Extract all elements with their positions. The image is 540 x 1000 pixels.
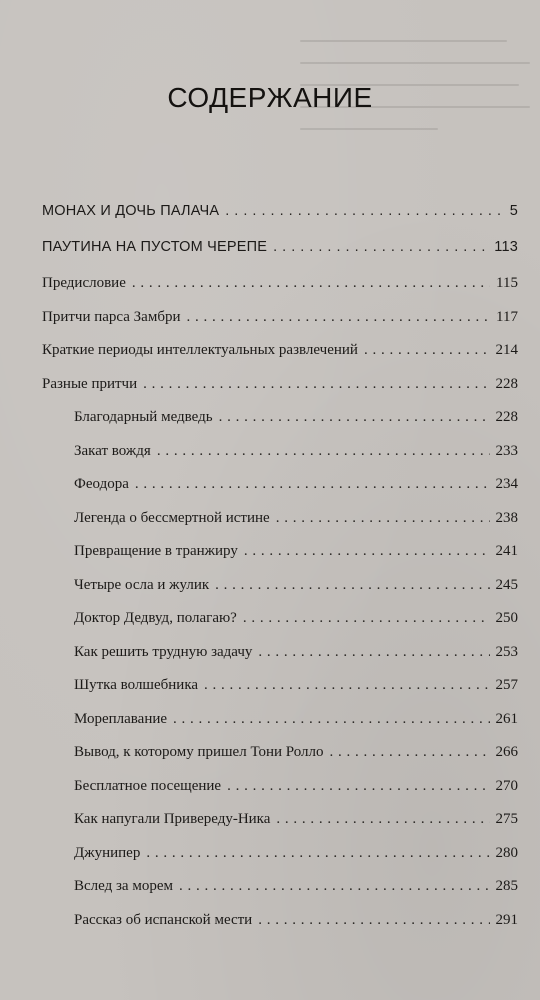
- toc-entry-page: 241: [495, 543, 518, 559]
- toc-subentry: [42, 744, 518, 778]
- toc-entry-label: Рассказ об испанской мести: [74, 911, 253, 928]
- leader-dots: [225, 203, 503, 219]
- toc-entry-page: 280: [495, 844, 518, 861]
- toc-subentry: [42, 510, 518, 544]
- toc-entry-label: ПАУТИНА НА ПУСТОМ ЧЕРЕПЕ: [42, 239, 268, 255]
- toc-entry: [42, 275, 518, 309]
- toc-subentry: [42, 610, 518, 644]
- table-of-contents: [42, 203, 518, 945]
- toc-subentry: [42, 811, 518, 845]
- toc-entry-label: Краткие периоды интеллектуальных развлечений: [42, 342, 358, 358]
- toc-entry-label: Бесплатное посещение: [74, 777, 222, 794]
- toc-entry-page: 291: [495, 911, 518, 928]
- toc-entry-label: Легенда о бессмертной истине: [74, 509, 270, 526]
- toc-entry: [42, 376, 518, 410]
- toc-entry-page: 113: [494, 239, 518, 255]
- toc-entry-label: Превращение в транжиру: [74, 543, 238, 559]
- leader-dots: [132, 275, 490, 292]
- toc-entry-label: Четыре осла и жулик: [74, 576, 210, 593]
- leader-dots: [179, 878, 490, 895]
- toc-entry-label: Как напугали Привереду-Ника: [74, 811, 271, 827]
- toc-subentry: [42, 443, 518, 477]
- leader-dots: [243, 610, 490, 627]
- toc-entry-label: Феодора: [74, 476, 129, 492]
- toc-subentry: [42, 711, 518, 745]
- leader-dots: [227, 778, 489, 795]
- toc-entry-page: 245: [495, 576, 518, 593]
- toc-subentry: [42, 778, 518, 812]
- toc-entry-page: 270: [495, 777, 518, 794]
- leader-dots: [146, 845, 489, 862]
- toc-subentry: [42, 476, 518, 510]
- toc-entry-page: 261: [495, 710, 518, 727]
- toc-entry-page: 285: [495, 878, 518, 894]
- toc-entry-label: Притчи парса Замбри: [42, 308, 181, 325]
- toc-entry-label: Джунипер: [74, 844, 141, 861]
- leader-dots: [219, 409, 490, 426]
- toc-entry: [42, 239, 518, 275]
- toc-entry-label: Шутка волшебника: [74, 677, 199, 693]
- toc-entry-label: Разные притчи: [42, 375, 138, 392]
- toc-entry-page: 228: [495, 409, 518, 425]
- leader-dots: [173, 711, 489, 728]
- toc-subentry: [42, 845, 518, 879]
- toc-entry-label: Как решить трудную задачу: [74, 643, 253, 660]
- toc-entry-page: 234: [495, 476, 518, 492]
- leader-dots: [135, 476, 490, 493]
- toc-entry-page: 214: [495, 342, 518, 358]
- toc-subentry: [42, 677, 518, 711]
- toc-entry-label: Вывод, к которому пришел Тони Ролло: [74, 744, 324, 760]
- leader-dots: [258, 644, 489, 661]
- leader-dots: [143, 376, 489, 393]
- toc-entry-page: 250: [495, 610, 518, 626]
- leader-dots: [204, 677, 489, 694]
- toc-entry-page: 117: [496, 308, 518, 325]
- toc-entry-label: Предисловие: [42, 275, 126, 291]
- toc-entry-page: 228: [495, 375, 518, 392]
- toc-subentry: [42, 543, 518, 577]
- leader-dots: [273, 239, 488, 255]
- toc-entry: [42, 309, 518, 343]
- toc-entry-page: 233: [495, 442, 518, 459]
- leader-dots: [330, 744, 490, 761]
- toc-subentry: [42, 912, 518, 946]
- toc-entry-label: МОНАХ И ДОЧЬ ПАЛАЧА: [42, 203, 220, 219]
- leader-dots: [244, 543, 490, 560]
- toc-entry: [42, 342, 518, 376]
- leader-dots: [276, 811, 489, 828]
- toc-subentry: [42, 878, 518, 912]
- toc-subentry: [42, 409, 518, 443]
- toc-entry-page: 5: [509, 203, 518, 219]
- leader-dots: [187, 309, 491, 326]
- page-title: СОДЕРЖАНИЕ: [167, 82, 373, 113]
- toc-subentry: [42, 577, 518, 611]
- toc-entry-page: 115: [496, 275, 518, 291]
- bleed-through-texture: [300, 40, 530, 190]
- leader-dots: [364, 342, 490, 359]
- toc-entry-page: 253: [495, 643, 518, 660]
- toc-entry: [42, 203, 518, 239]
- toc-entry-page: 266: [495, 744, 518, 760]
- toc-subentry: [42, 644, 518, 678]
- leader-dots: [215, 577, 489, 594]
- toc-entry-page: 238: [495, 509, 518, 526]
- toc-entry-page: 275: [495, 811, 518, 827]
- leader-dots: [258, 912, 489, 929]
- toc-entry-label: Закат вождя: [74, 442, 151, 459]
- toc-entry-label: Вслед за морем: [74, 878, 173, 894]
- toc-entry-page: 257: [495, 677, 518, 693]
- leader-dots: [157, 443, 490, 460]
- toc-entry-label: Благодарный медведь: [74, 409, 213, 425]
- leader-dots: [276, 510, 490, 527]
- toc-entry-label: Мореплавание: [74, 710, 168, 727]
- toc-entry-label: Доктор Дедвуд, полагаю?: [74, 610, 237, 626]
